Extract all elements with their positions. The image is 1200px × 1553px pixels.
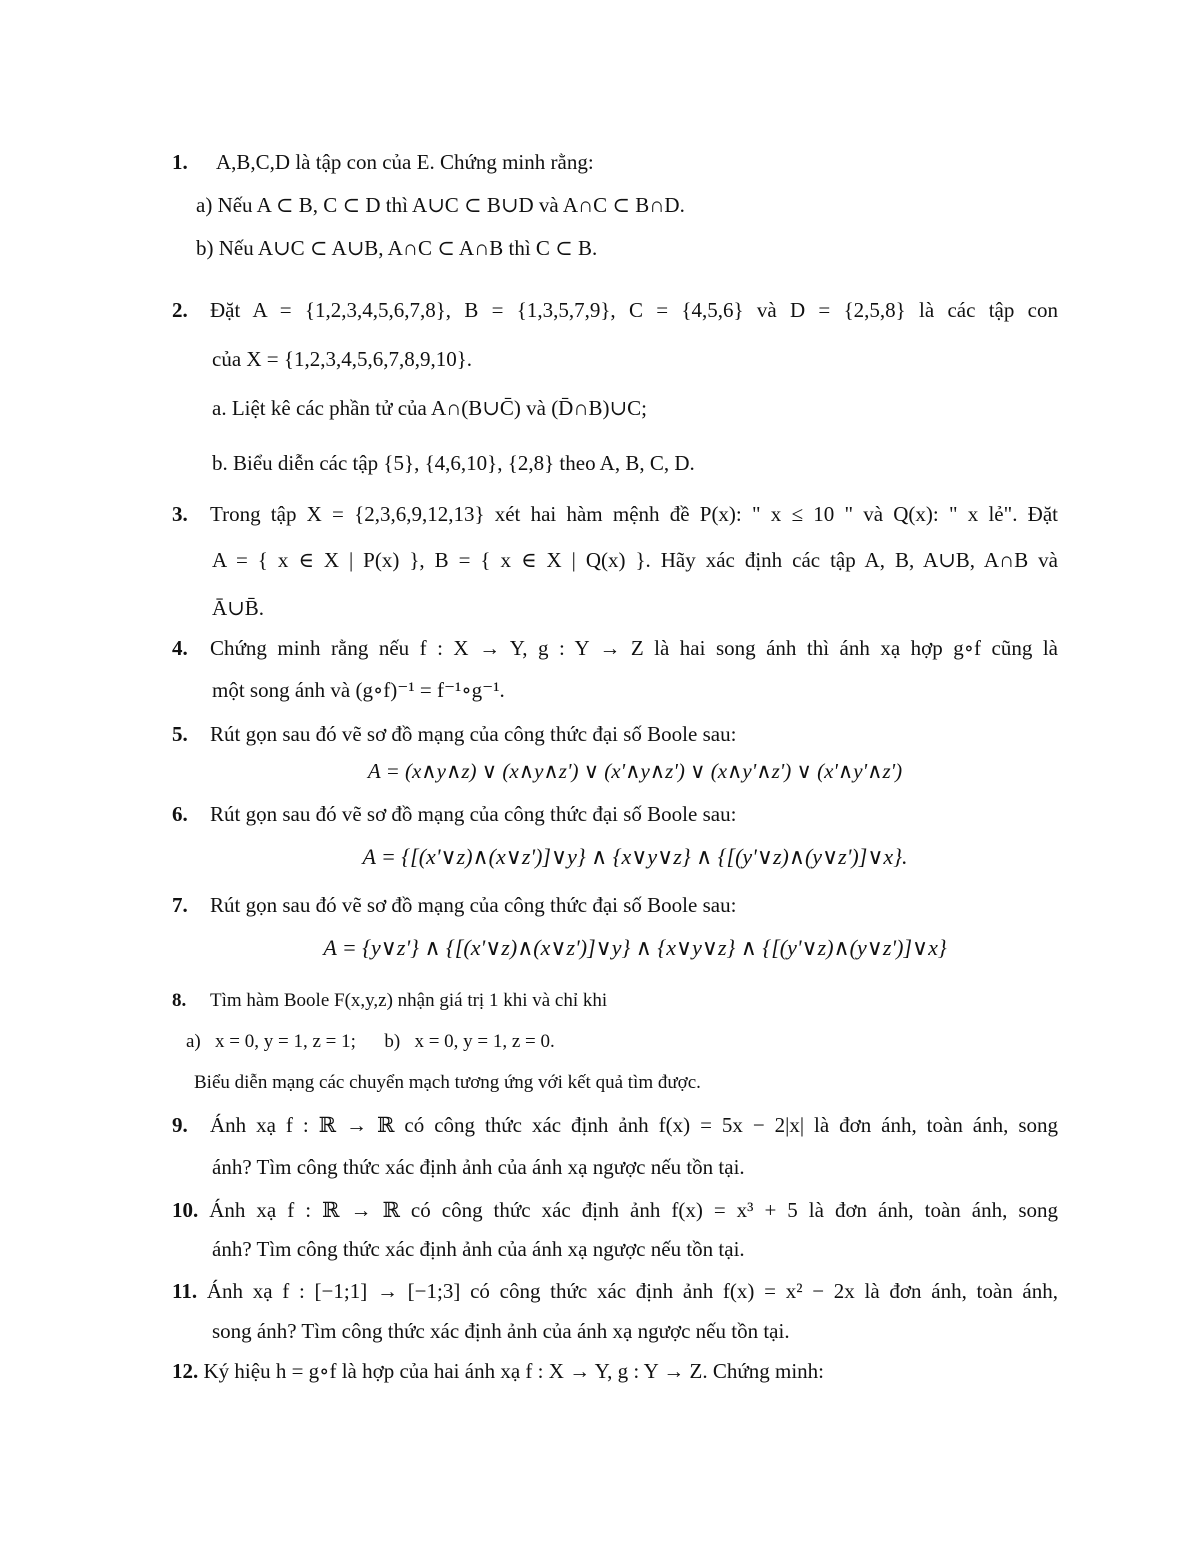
problem-7-number: 7. <box>172 893 188 917</box>
problem-3-number: 3. <box>172 502 188 526</box>
problem-4-line-1: 4. Chứng minh rằng nếu f : X → Y, g : Y → Z là hai song ánh thì ánh xạ hợp g∘f cũng là <box>172 636 1058 660</box>
problem-5-line-1: 5. Rút gọn sau đó vẽ sơ đồ mạng của công thức đại số Boole sau: <box>172 722 737 746</box>
problem-6-line-1: 6. Rút gọn sau đó vẽ sơ đồ mạng của công thức đại số Boole sau: <box>172 802 737 826</box>
problem-2-line-1: 2. Đặt A = {1,2,3,4,5,6,7,8}, B = {1,3,5,7,9}, C = {4,5,6} và D = {2,5,8} là các tập con <box>172 298 1058 322</box>
problem-2-line-2: của X = {1,2,3,4,5,6,7,8,9,10}. <box>212 347 473 371</box>
problem-10-number: 10. <box>172 1198 199 1222</box>
problem-10-line-1: 10. Ánh xạ f : ℝ → ℝ có công thức xác định ảnh f(x) = x³ + 5 là đơn ánh, toàn ánh, song <box>172 1198 1059 1222</box>
problem-7-line-1: 7. Rút gọn sau đó vẽ sơ đồ mạng của công thức đại số Boole sau: <box>172 893 737 917</box>
problem-2a: a. Liệt kê các phần tử của A∩(B∪C̄) và (D̄∩B)∪C; <box>212 396 647 420</box>
problem-9-number: 9. <box>172 1113 188 1137</box>
problem-3-line-3: Ā∪B̄. <box>212 596 265 620</box>
problem-1b: b) Nếu A∪C ⊂ A∪B, A∩C ⊂ A∩B thì C ⊂ B. <box>196 236 598 260</box>
problem-6-number: 6. <box>172 802 188 826</box>
problem-2b: b. Biểu diễn các tập {5}, {4,6,10}, {2,8} theo A, B, C, D. <box>212 451 695 475</box>
problem-3-line-1: 3. Trong tập X = {2,3,6,9,12,13} xét hai hàm mệnh đề P(x): " x ≤ 10 " và Q(x): " x lẻ". Đặt <box>172 502 1058 526</box>
problem-9-line-2: ánh? Tìm công thức xác định ảnh của ánh xạ ngược nếu tồn tại. <box>212 1155 745 1179</box>
problem-5-formula: A = (x∧y∧z) ∨ (x∧y∧z') ∨ (x'∧y∧z') ∨ (x∧y'∧z') ∨ (x'∧y'∧z') <box>367 759 903 783</box>
problem-10-line-2: ánh? Tìm công thức xác định ảnh của ánh xạ ngược nếu tồn tại. <box>212 1237 745 1261</box>
problem-12-line-1: 12. Ký hiệu h = g∘f là hợp của hai ánh xạ f : X → Y, g : Y → Z. Chứng minh: <box>172 1359 824 1383</box>
problem-8-line-1: 8. Tìm hàm Boole F(x,y,z) nhận giá trị 1 khi và chỉ khi <box>172 987 607 1015</box>
problem-11-line-2: song ánh? Tìm công thức xác định ảnh của ánh xạ ngược nếu tồn tại. <box>212 1319 790 1343</box>
problem-8-number: 8. <box>172 990 187 1011</box>
problem-12-number: 12. <box>172 1359 199 1383</box>
problem-7-formula: A = {y∨z'} ∧ {[(x'∨z)∧(x∨z')]∨y} ∧ {x∨y∨z} ∧ {[(y'∨z)∧(y∨z')]∨x} <box>323 935 947 960</box>
problem-1-number: 1. <box>172 150 188 174</box>
problem-2-number: 2. <box>172 298 188 322</box>
problem-11-line-1: 11. Ánh xạ f : [−1;1] → [−1;3] có công thức xác định ảnh f(x) = x² − 2x là đơn ánh, toàn ánh, <box>172 1279 1059 1303</box>
problem-6-formula: A = {[(x'∨z)∧(x∨z')]∨y} ∧ {x∨y∨z} ∧ {[(y'∨z)∧(y∨z')]∨x}. <box>362 844 908 869</box>
problem-11-number: 11. <box>172 1279 198 1303</box>
problem-1a: a) Nếu A ⊂ B, C ⊂ D thì A∪C ⊂ B∪D và A∩C ⊂ B∩D. <box>196 193 685 217</box>
problem-9-line-1: 9. Ánh xạ f : ℝ → ℝ có công thức xác định ảnh f(x) = 5x − 2|x| là đơn ánh, toàn ánh, song <box>172 1113 1058 1137</box>
problem-4-number: 4. <box>172 636 188 660</box>
problem-3-line-2: A = { x ∈ X | P(x) }, B = { x ∈ X | Q(x) }. Hãy xác định các tập A, B, A∪B, A∩B và <box>212 548 1058 572</box>
problem-5-number: 5. <box>172 722 188 746</box>
problem-8-line-3: Biểu diễn mạng các chuyển mạch tương ứng với kết quả tìm được. <box>194 1072 701 1093</box>
problem-4-line-2: một song ánh và (g∘f)⁻¹ = f⁻¹∘g⁻¹. <box>212 678 505 702</box>
problem-1-line-1: 1. A,B,C,D là tập con của E. Chứng minh rằng: <box>172 150 594 174</box>
problem-8-cases: a) x = 0, y = 1, z = 1; b) x = 0, y = 1, z = 0. <box>186 1031 555 1052</box>
